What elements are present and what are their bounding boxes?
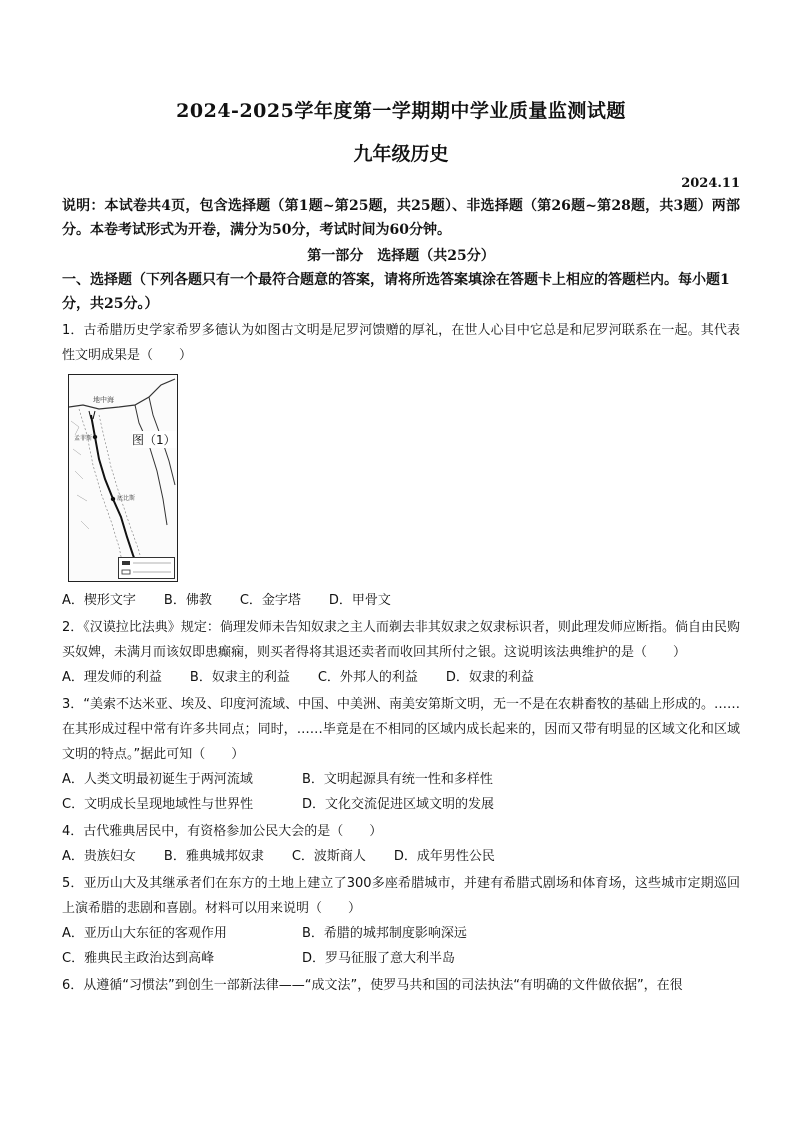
option[interactable]: A．贵族妇女 bbox=[62, 849, 136, 864]
option[interactable]: D．奴隶的利益 bbox=[445, 670, 534, 685]
question-3-options bbox=[62, 767, 740, 817]
exam-subject: 九年级历史 bbox=[353, 143, 449, 165]
option[interactable]: B．奴隶主的利益 bbox=[189, 670, 290, 685]
question-5-stem: 5．亚历山大及其继承者们在东方的土地上建立了300多座希腊城市，并建有希腊式剧场和体育场，这些城市定期巡回上演希腊的悲剧和喜剧。材料可以用来说明（ ） bbox=[62, 876, 740, 916]
question-3-stem: 3．“美索不达米亚、埃及、印度河流域、中国、中美洲、南美安第斯文明，无一不是在农耕畜牧的基础上形成的。……在其形成过程中常有许多共同点；同时，……毕竟是在不相同的区域内成长起来的，因而又带有明显的区域文化和区域文明的特点。”据此可知（ ） bbox=[62, 697, 741, 762]
exam-date: 2024.11 bbox=[681, 176, 740, 191]
option[interactable]: A．理发师的利益 bbox=[62, 670, 162, 685]
question-6-stem: 6．从遵循“习惯法”到创生一部新法律——“成文法”，使罗马共和国的司法执法“有明确的文件做依据”，在很 bbox=[62, 978, 683, 993]
question-1-options bbox=[62, 588, 740, 613]
option[interactable]: A．楔形文字 bbox=[62, 593, 136, 608]
option[interactable]: A．亚历山大东征的客观作用 bbox=[62, 926, 227, 941]
map-sea-label: 地中海 bbox=[93, 396, 114, 404]
question-4-stem: 4．古代雅典居民中，有资格参加公民大会的是（ ） bbox=[62, 824, 383, 839]
question-2-stem: 2．《汉谟拉比法典》规定：倘理发师未告知奴隶之主人而剃去非其奴隶之奴隶标识者，则此理发师应断指。倘自由民购买奴婢，未满月而该奴即患癫痫，则买者得将其退还卖者而收回其所付之银。这说明该法典维护的是（ ） bbox=[62, 620, 740, 660]
option[interactable]: C．文明成长呈现地域性与世界性 bbox=[62, 797, 254, 812]
map-legend bbox=[118, 557, 175, 579]
part-heading: 第一部分 选择题（共25分） bbox=[307, 248, 495, 264]
map-drawing bbox=[69, 375, 177, 581]
exam-title: 2024-2025学年度第一学期期中学业质量监测试题 bbox=[176, 100, 626, 122]
map-city-memphis: 孟菲斯 bbox=[74, 435, 93, 442]
option[interactable]: C．雅典民主政治达到高峰 bbox=[62, 951, 215, 966]
option[interactable]: B．文明起源具有统一性和多样性 bbox=[302, 772, 493, 787]
option[interactable]: C．波斯商人 bbox=[291, 849, 366, 864]
option[interactable]: B．雅典城邦奴隶 bbox=[163, 849, 264, 864]
option[interactable]: C．外邦人的利益 bbox=[317, 670, 418, 685]
option[interactable]: D．罗马征服了意大利半岛 bbox=[302, 951, 456, 966]
question-2-options bbox=[62, 665, 740, 690]
exam-page bbox=[62, 96, 740, 998]
question-4-options bbox=[62, 844, 740, 869]
option[interactable]: D．甲骨文 bbox=[328, 593, 391, 608]
question-1-stem: 1．古希腊历史学家希罗多德认为如图古文明是尼罗河馈赠的厚礼，在世人心目中它总是和尼罗河联系在一起。其代表性文明成果是（ ） bbox=[62, 323, 740, 363]
option[interactable]: B．佛教 bbox=[163, 593, 212, 608]
option[interactable]: A．人类文明最初诞生于两河流域 bbox=[62, 772, 253, 787]
question-5-options bbox=[62, 921, 740, 971]
option[interactable]: D．文化交流促进区域文明的发展 bbox=[302, 797, 495, 812]
map-figure-label: 图（1） bbox=[132, 433, 176, 447]
map-city-thebes: 底比斯 bbox=[117, 495, 136, 502]
exam-notice: 说明：本试卷共4页，包含选择题（第1题~第25题，共25题）、非选择题（第26题~第28题，共3题）两部分。本卷考试形式为开卷，满分为50分，考试时间为60分钟。 bbox=[62, 198, 740, 238]
option[interactable]: D．成年男性公民 bbox=[393, 849, 495, 864]
egypt-map-figure bbox=[68, 374, 178, 582]
option[interactable]: C．金字塔 bbox=[239, 593, 301, 608]
option[interactable]: B．希腊的城邦制度影响深远 bbox=[302, 926, 467, 941]
section-heading: 一、选择题（下列各题只有一个最符合题意的答案，请将所选答案填涂在答题卡上相应的答题栏内。每小题1分，共25分。） bbox=[62, 272, 730, 312]
map-legend-drawing bbox=[119, 558, 174, 578]
